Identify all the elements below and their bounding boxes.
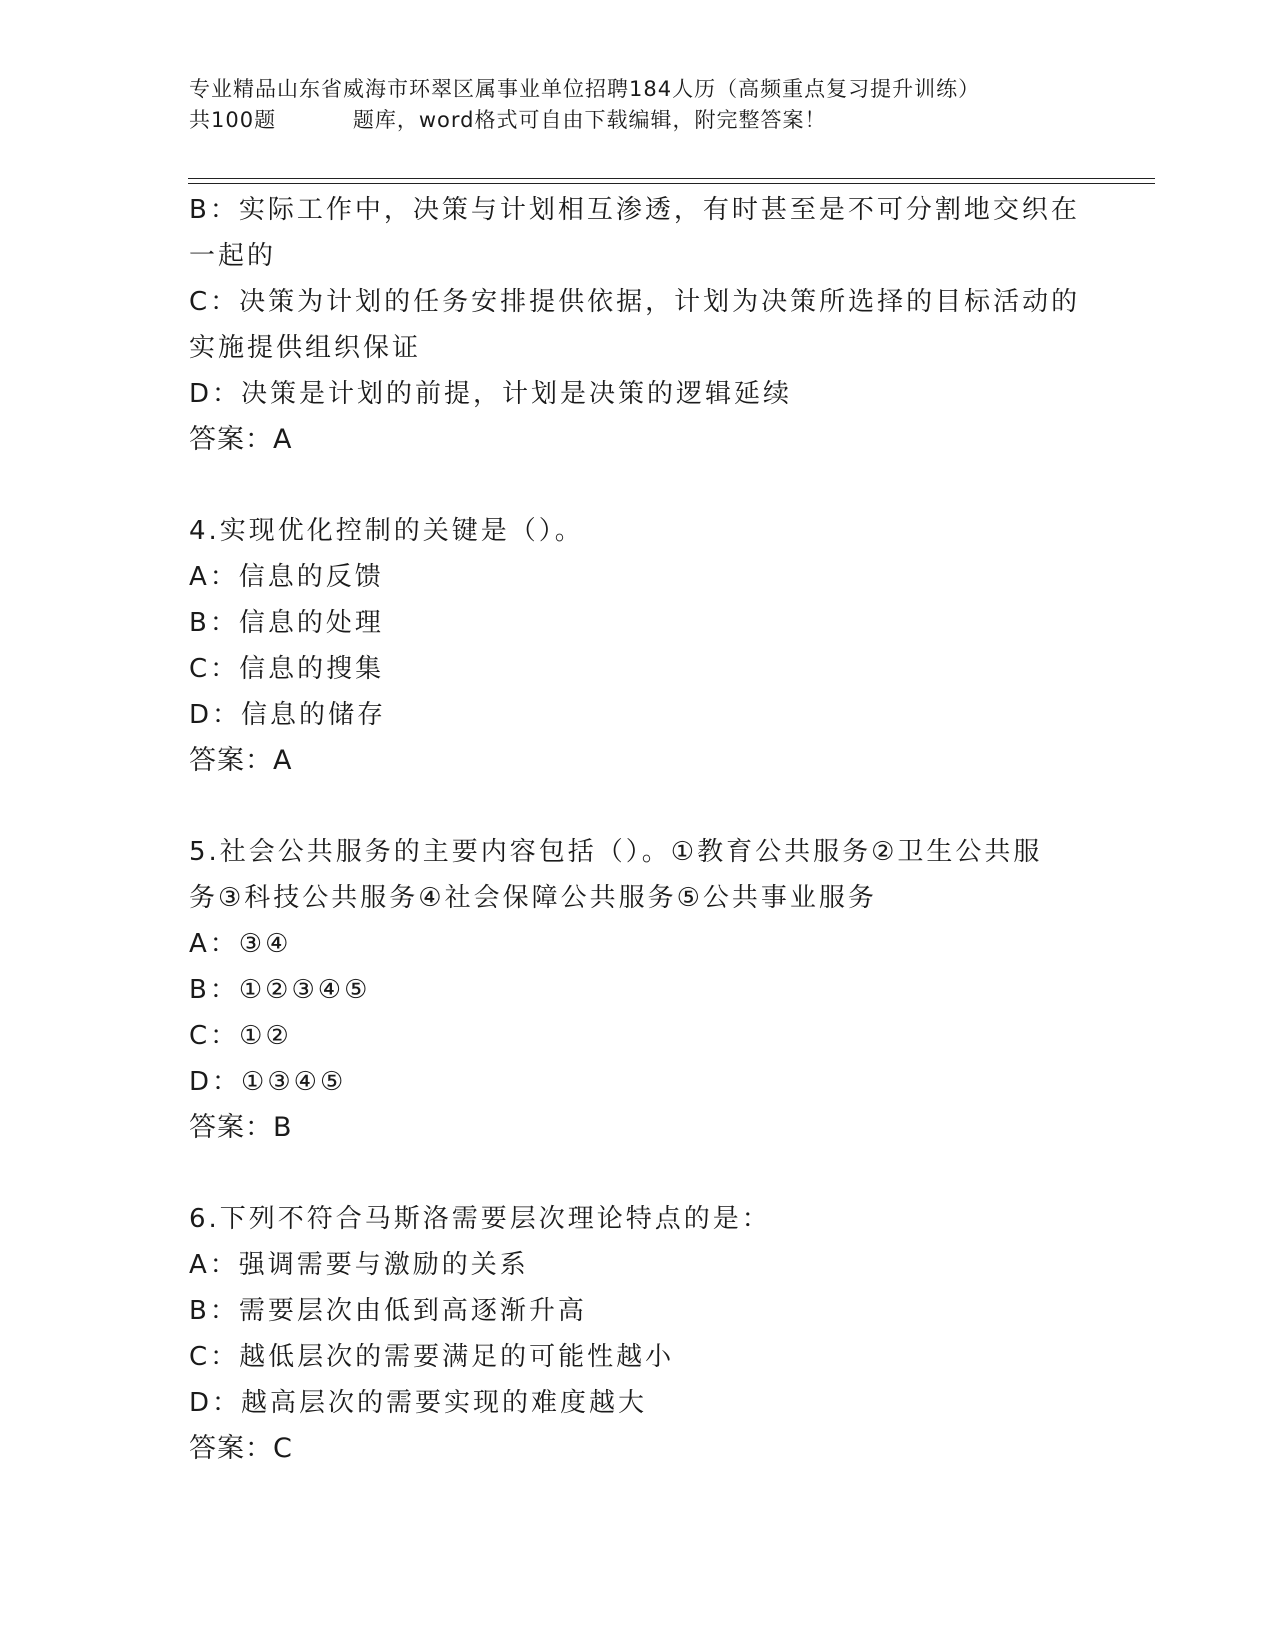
question-stem-continued: 务③科技公共服务④社会保障公共服务⑤公共事业服务 [189,883,877,913]
option-line: 实施提供组织保证 [189,333,422,363]
question-4 [189,508,1089,784]
document-body [189,187,1089,1472]
option-line: C：决策为计划的任务安排提供依据，计划为决策所选择的目标活动的 [189,287,1081,317]
option-b: B：信息的处理 [189,608,384,638]
answer-line: 答案：A [189,745,293,776]
question-stem: 4.实现优化控制的关键是（）。 [189,516,584,546]
question-stem: 5.社会公共服务的主要内容包括（）。①教育公共服务②卫生公共服 [189,837,1043,867]
question-3-continued [189,187,1089,463]
option-c: C：信息的搜集 [189,654,385,684]
option-a: A：信息的反馈 [189,562,384,592]
spacer [189,784,1089,829]
option-d: D：①③④⑤ [189,1067,347,1097]
option-b: B：①②③④⑤ [189,975,371,1005]
question-5 [189,829,1089,1151]
header-subtitle-line: 共100题 题库，word格式可自由下载编辑，附完整答案！ [189,108,827,132]
spacer [189,463,1089,508]
option-a: A：③④ [189,929,292,959]
page-header [189,74,1089,136]
option-line: 一起的 [189,241,277,271]
header-title-line: 专业精品山东省威海市环翠区属事业单位招聘184人历（高频重点复习提升训练） [189,77,981,101]
header-divider-bottom [188,183,1155,184]
header-divider-top [188,178,1155,179]
option-c: C：①② [189,1021,292,1051]
option-line: B：实际工作中，决策与计划相互渗透，有时甚至是不可分割地交织在 [189,195,1080,225]
option-line: D：决策是计划的前提，计划是决策的逻辑延续 [189,379,793,409]
option-c: C：越低层次的需要满足的可能性越小 [189,1342,675,1372]
option-d: D：信息的储存 [189,700,387,730]
answer-line: 答案：A [189,424,293,455]
option-d: D：越高层次的需要实现的难度越大 [189,1388,648,1418]
question-stem: 6.下列不符合马斯洛需要层次理论特点的是： [189,1204,771,1234]
answer-line: 答案：B [189,1112,293,1143]
answer-line: 答案：C [189,1433,293,1464]
option-a: A：强调需要与激励的关系 [189,1250,529,1280]
spacer [189,1151,1089,1196]
question-6 [189,1196,1089,1472]
option-b: B：需要层次由低到高逐渐升高 [189,1296,587,1326]
